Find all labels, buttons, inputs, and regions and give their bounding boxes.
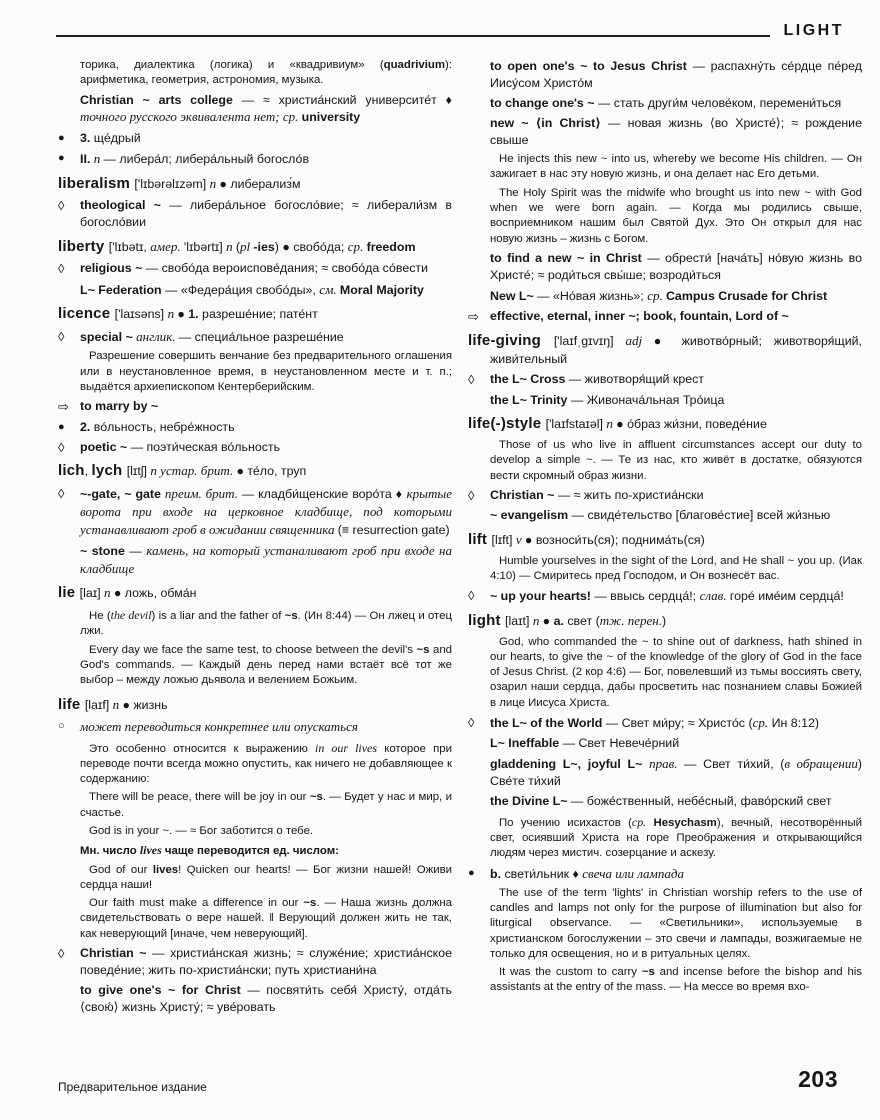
collocation-line: L~ Ineffable — Свет Невече́рний [490,736,680,751]
sense-line: ● 2. во́льность, небре́жность [58,419,235,434]
collocation-line: to give one's ~ for Christ — посвяти́ть себя́ Христу́, отда́ть ⟨свою́⟩ жизнь Христу́; ≈ уве́ровать [80,982,452,1014]
page-number: 203 [798,1066,838,1092]
entry-licence: licence ['laɪsəns] n ● 1. разреше́ние; пате́нт [58,304,452,324]
collocation-line: the L~ Trinity — Живонача́льная Тро́ица [490,392,725,407]
collocation-line: ◊ religious ~ — свобо́да вероиспове́дания; ≈ свобо́да со́вести [58,261,429,277]
collocation-line: to open one's ~ to Jesus Christ — распахну́ть се́рдце пе́ред Иису́сом Христо́м [490,59,862,90]
example-paragraph: God, who commanded the ~ to shine out of darkness, hath shined in our hearts, to give the ~ of the knowledge of the glory of God in the face of Jesus Christ. (2 кор 4:6) — Бог, повелевший из тьмы воссиять свету, озарил наши сердца, дабы просветить нас познанием славы Божией в лице Иисуса Христа. [490,635,862,709]
collocation-line: to find a new ~ in Christ — обрести́ [нача́ть] но́вую жизнь во Христе́; ≈ роди́ться свы́ше; возроди́ться [490,250,862,282]
example-paragraph: Our faith must make a difference in our ~s. — Наша жизнь должна свидетельствовать о вере нашей. ‖ Верующий должен жить не так, как неверующий [иначе, чем неверующий]. [80,897,452,940]
collocation-line: new ~ ⟨in Christ⟩ — новая жизнь ⟨во Христе́⟩; ≈ рождение свыше [490,116,862,147]
collocation-line: ~ stone — камень, на который устаналивают гроб при входе на кладбище [80,542,452,576]
entry-liberalism: liberalism ['lɪbərəlɪzəm] n ● либерализ́м [58,174,301,192]
collocation-line: ~ evangelism — свиде́тельство [благове́стие] всей жи́знью [490,508,831,523]
usage-note-line: ○ может переводиться конкретнее или опускаться [58,719,358,735]
note-paragraph: Это особенно относится к выражению in our lives которое при переводе почти всегда можно опустить, как ничего не добавляющее к содержанию: [80,740,452,786]
collocation-line: Christian ~ arts college — ≈ христиа́нский университе́т ♦ точного русского эквивалента нет; ср. university [80,92,452,125]
collocation-line: New L~ — «Но́вая жизнь»; ср. Campus Crusade for Christ [490,287,828,303]
diamond-marker: ◊ [58,198,65,214]
entry-lich: lich, lych [lɪtʃ] n устар. брит. ● те́ло, труп [58,462,307,480]
right-column [468,58,862,1070]
collocation-line: ◊ theological ~ — либера́льное богосло́вие; ≈ либерали́зм в богосло́вии [58,198,452,229]
entry-lie: lie [laɪ] n ● ложь, обма́н [58,584,197,602]
example-paragraph: He injects this new ~ into us, whereby we become His children. — Он зажигает в нас эту новую жизнь, и она делает нас Его детьми. [490,153,862,181]
note-paragraph: Разрешение совершить венчание без предварительного оглашения или в неустановленное время, в неустановленном месте и т. п.; выдаётся архиепископом Кентерберийским. [80,350,452,393]
entry-liberty: liberty ['lɪbətɪ, амер. 'lɪbərtɪ] n (pl -ies) ● свобо́да; ср. freedom [58,237,416,255]
entry-lifestyle: life(-)style ['laɪfstaɪəl] n ● о́браз жи́зни, поведе́ние [468,415,767,433]
running-head [56,22,844,40]
xref-line: ⇨ to marry by ~ [58,399,159,415]
example-paragraph: God of our lives! Quicken our hearts! — Бог жизни нашей! Оживи сердца наши! [80,863,452,891]
circle-marker: ○ [58,720,65,733]
diamond-marker: ◊ [468,588,475,604]
bullet-marker: ● [58,420,65,433]
diamond-marker: ◊ [58,329,65,345]
entry-lift: lift [lɪft] v ● возноси́ть(ся); поднима́ть(ся) [468,530,705,548]
example-paragraph: It was the custom to carry ~s and incense before the bishop and his assistants at the entry of the mass. — На мессе во время вхо- [490,966,862,994]
collocation-line: ◊ ~ up your hearts! — ввысь сердца́!; слав. горе́ име́им сердца́! [468,588,844,604]
diamond-marker: ◊ [58,439,65,455]
bullet-marker: ● [468,866,475,879]
collocation-line: gladdening L~, joyful L~ прав. — Свет ти́хий, (в обращении) Све́те ти́хий [490,756,862,789]
diamond-marker: ◊ [468,715,475,731]
example-paragraph: The use of the term 'lights' in Christian worship refers to the use of candles and lamps not only for the purpose of illumination but also for liturgical observance. — «Светильники», используемые в христианском богослужении – это свечи и лампады, возжигаемые не только для освещения, но и в ритуальных целях. [490,886,862,960]
arrow-marker: ⇨ [468,309,479,325]
diamond-marker: ◊ [58,945,65,961]
bullet-marker: ● [58,151,65,164]
diamond-marker: ◊ [58,486,65,502]
note-paragraph: По учению исихастов (ср. Hesychasm), вечный, несотворённый свет, осиявший Христа на горе Преображения и открывающийся людям через мистич. созерцание и аскезу. [490,814,862,860]
example-paragraph: There will be peace, there will be joy in our ~s. — Будет у нас и мир, и счастье. [80,791,452,819]
bullet-marker: ● [58,131,65,144]
example-paragraph: God is in your ~. — ≈ Бог заботится о тебе. [89,824,314,837]
collocation-line: ◊ the L~ Cross — животворя́щий крест [468,372,704,388]
collocation-line: L~ Federation — «Федера́ция свобо́ды», см. Moral Majority [80,281,424,297]
collocation-line: ◊ Christian ~ — христиа́нская жизнь; ≈ служе́ние; христиа́нское поведе́ние; жить по-христиа́нски; путь христиани́на [58,945,452,977]
example-paragraph: The Holy Spirit was the midwife who brought us into new ~ with God when we were born again. — Когда мы родились свыше, восприемником нашим был Святой Дух. Это Он открыл для нас новую жизнь – жизнь с Богом. [490,186,862,245]
xref-line: ⇨ effective, eternal, inner ~; book, fountain, Lord of ~ [468,309,789,325]
collocation-line: ◊ the L~ of the World — Свет ми́ру; ≈ Христо́с (ср. Ин 8:12) [468,715,820,731]
collocation-line: ◊ Christian ~ — ≈ жить по-христиа́нски [468,487,704,503]
collocation-line: ◊ poetic ~ — поэти́ческая во́льность [58,439,281,455]
edition-note: Предварительное издание [58,1080,207,1094]
left-column [58,58,452,1070]
entry-life: life [laɪf] n ● жизнь [58,695,452,715]
collocation-line: ◊ special ~ англик. — специа́льное разреше́ние [58,329,344,345]
example-paragraph: Every day we face the same test, to choose between the devil's ~s and God's commands. — Каждый день перед нами встаёт всё тот же выбор – между ложью дьявола и велением Божьим. [80,643,452,687]
guide-word: LIGHT [783,22,844,39]
diamond-marker: ◊ [468,487,475,503]
sense-line: ● II. n — либера́л; либера́льный богосло́в [58,150,310,166]
continued-paragraph: торика, диалектика (логика) и «квадривиум» (quadrivium): арифметика, геометрия, астрономия, музыка. [80,59,452,87]
example-paragraph: Those of us who live in affluent circumstances accept our duty to develop a simple ~. — Те из нас, кто живёт в достатке, обязуются вести скромный образ жизни. [490,439,862,482]
diamond-marker: ◊ [468,372,475,388]
sense-line: ● 3. ще́дрый [58,130,141,145]
example-paragraph: He (the devil) is a liar and the father of ~s. (Ин 8:44) — Он лжец и отец лжи. [80,608,452,638]
entry-light: light [laɪt] n ● a. свет (тж. перен.) [468,611,667,629]
header-rule [56,35,770,37]
collocation-line: ◊ ~-gate, ~ gate преим. брит. — кладби́щенские воро́та ♦ крытые ворота при входе на церковное кладбище, под которыми устанавливают гроб в ожидании священника (≡ resurrection gate) [58,486,452,537]
arrow-marker: ⇨ [58,399,69,415]
collocation-line: to change one's ~ — стать други́м челове́ком, перемени́ться [490,95,842,110]
example-paragraph: Humble yourselves in the sight of the Lord, and He shall ~ you up. (Иак 4:10) — Смиритесь пред Господом, и Он вознесёт вас. [490,554,862,582]
collocation-line: the Divine L~ — боже́ственный, небе́сный, фаво́рский свет [490,794,832,809]
note-paragraph: Мн. число lives чаще переводится ед. числом: [80,843,339,858]
diamond-marker: ◊ [58,261,65,277]
sense-line: ● b. свети́льник ♦ свеча или лампада [468,865,684,881]
entry-life-giving: life-giving ['laɪfˌgɪvɪŋ] adj ● животво́рный; животворя́щий, живи́тельный [468,331,862,367]
